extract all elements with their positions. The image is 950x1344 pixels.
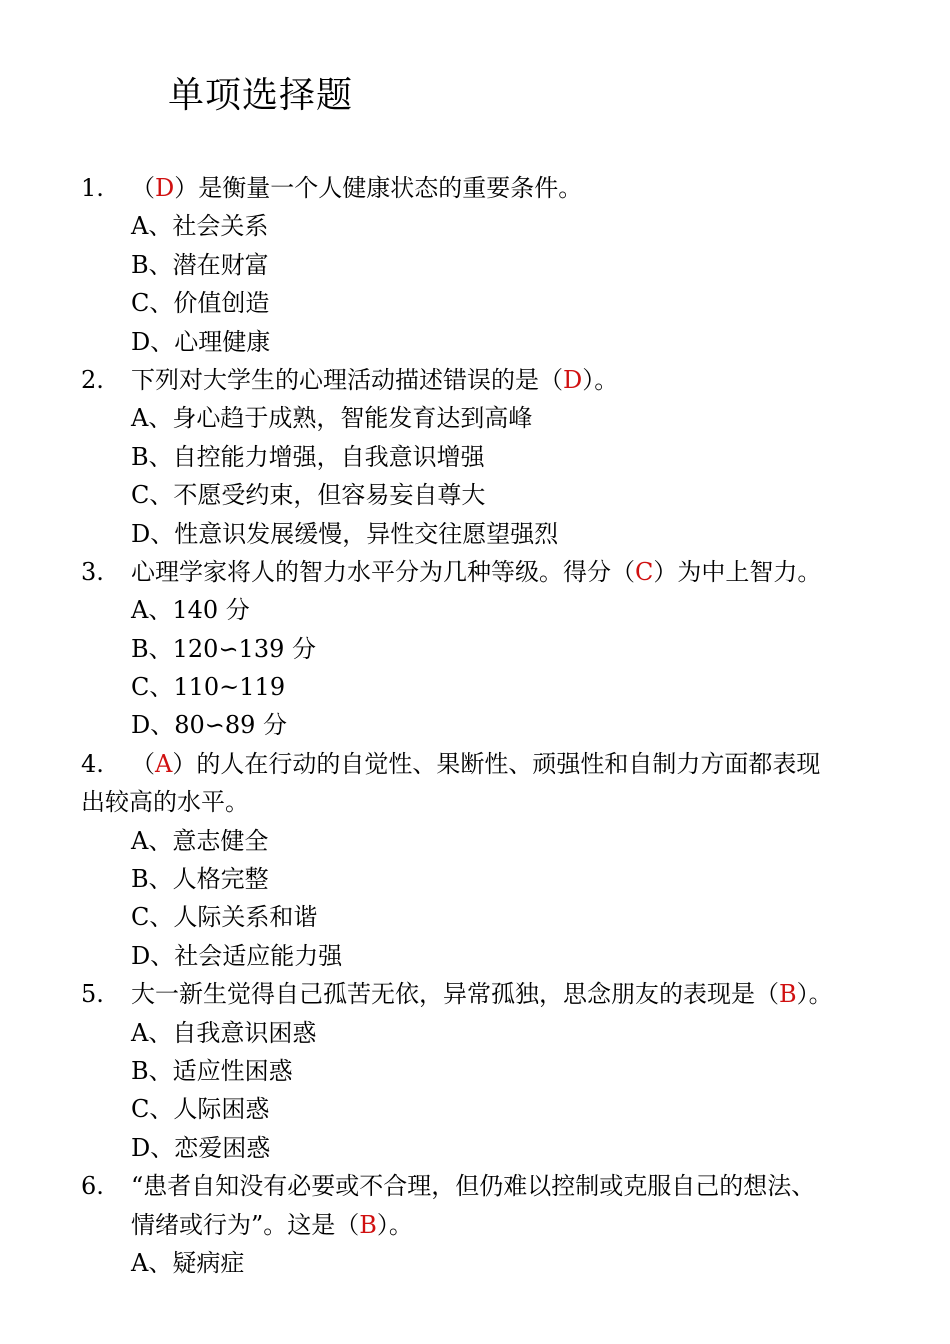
question-text-segment: 出较高的水平。 <box>81 788 249 817</box>
option-item <box>0 476 950 514</box>
option-item <box>0 399 950 437</box>
option-item <box>0 246 950 284</box>
question-list <box>0 169 950 1282</box>
option-item <box>0 515 950 553</box>
option-text: B、120∽139 分 <box>131 634 316 663</box>
question-text-segment: ）。 <box>796 980 833 1009</box>
option-text: C、不愿受约束，但容易妄自尊大 <box>131 481 486 510</box>
option-item <box>0 937 950 975</box>
question-item <box>0 553 950 745</box>
option-text: A、140 分 <box>131 596 250 625</box>
option-text: D、80∽89 分 <box>131 711 288 740</box>
question-text-segment: （ <box>131 174 155 202</box>
question-number: 4. <box>81 749 104 778</box>
option-text: A、身心趋于成熟，智能发育达到高峰 <box>131 404 533 433</box>
answer-letter: B <box>359 1210 377 1239</box>
question-text <box>131 1167 815 1205</box>
question-text-segment: （ <box>131 749 155 778</box>
option-text: C、人际关系和谐 <box>131 903 318 932</box>
question-text-segment: ）是衡量一个人健康状态的重要条件。 <box>174 174 583 202</box>
option-item <box>0 1090 950 1128</box>
question-line <box>0 975 950 1013</box>
option-text: A、自我意识困惑 <box>131 1018 317 1047</box>
question-text-segment: “患者自知没有必要或不合理，但仍难以控制或克服自己的想法、 <box>131 1172 816 1201</box>
option-item <box>0 284 950 322</box>
answer-letter: B <box>779 980 797 1009</box>
question-text-segment: ）为中上智力。 <box>653 557 822 586</box>
question-item <box>0 361 950 553</box>
option-text: B、适应性困惑 <box>131 1056 293 1085</box>
question-text-segment: 下列对大学生的心理活动描述错误的是（ <box>131 365 563 394</box>
question-text-segment: 情绪或行为”。这是（ <box>131 1210 360 1239</box>
option-text: D、心理健康 <box>131 327 271 356</box>
option-item <box>0 1052 950 1090</box>
question-line <box>0 169 950 207</box>
option-text: A、意志健全 <box>131 826 269 855</box>
answer-letter: D <box>155 174 175 202</box>
option-item <box>0 668 950 706</box>
option-item <box>0 630 950 668</box>
answer-letter: A <box>155 749 173 778</box>
question-number: 3. <box>81 557 104 586</box>
option-item <box>0 860 950 898</box>
question-text <box>81 783 249 821</box>
answer-letter: C <box>635 557 654 586</box>
question-text-segment: ）。 <box>376 1210 413 1239</box>
question-text-segment: 大一新生觉得自己孤苦无依，异常孤独，思念朋友的表现是（ <box>131 980 779 1009</box>
option-text: D、恋爱困惑 <box>131 1133 271 1162</box>
option-item <box>0 323 950 361</box>
question-line <box>0 783 950 821</box>
question-item <box>0 169 950 361</box>
question-line <box>0 553 950 591</box>
question-number: 2. <box>81 365 104 394</box>
option-item <box>0 207 950 245</box>
question-item <box>0 1167 950 1282</box>
option-text: C、价值创造 <box>131 289 270 318</box>
option-text: A、社会关系 <box>131 212 269 241</box>
question-text <box>131 975 833 1013</box>
option-text: D、性意识发展缓慢，异性交往愿望强烈 <box>131 519 559 548</box>
option-item <box>0 438 950 476</box>
option-text: C、110~119 <box>131 673 286 702</box>
option-text: C、人际困惑 <box>131 1095 270 1124</box>
option-text: B、自控能力增强，自我意识增强 <box>131 442 485 471</box>
answer-letter: D <box>563 365 583 394</box>
question-number: 6. <box>81 1172 104 1201</box>
option-item <box>0 1244 950 1282</box>
question-line <box>0 1206 950 1244</box>
page-title: 单项选择题 <box>168 75 354 116</box>
question-text <box>131 745 820 783</box>
option-text: B、潜在财富 <box>131 250 269 279</box>
option-item <box>0 1129 950 1167</box>
option-text: A、疑病症 <box>131 1248 245 1277</box>
question-line <box>0 745 950 783</box>
question-line <box>0 361 950 399</box>
question-number: 1. <box>81 174 104 202</box>
question-text <box>131 361 618 399</box>
option-text: D、社会适应能力强 <box>131 941 343 970</box>
question-text <box>131 1206 413 1244</box>
question-item <box>0 975 950 1167</box>
question-text <box>131 553 821 591</box>
question-number: 5. <box>81 980 104 1009</box>
option-item <box>0 706 950 744</box>
question-item <box>0 745 950 975</box>
option-item <box>0 898 950 936</box>
option-item <box>0 1014 950 1052</box>
question-line <box>0 1167 950 1205</box>
option-item <box>0 591 950 629</box>
option-text: B、人格完整 <box>131 865 269 894</box>
question-text-segment: ）的人在行动的自觉性、果断性、顽强性和自制力方面都表现 <box>172 749 821 778</box>
question-text-segment: 心理学家将人的智力水平分为几种等级。得分（ <box>131 557 635 586</box>
question-text <box>131 169 582 207</box>
option-item <box>0 822 950 860</box>
question-text-segment: ）。 <box>582 365 619 394</box>
